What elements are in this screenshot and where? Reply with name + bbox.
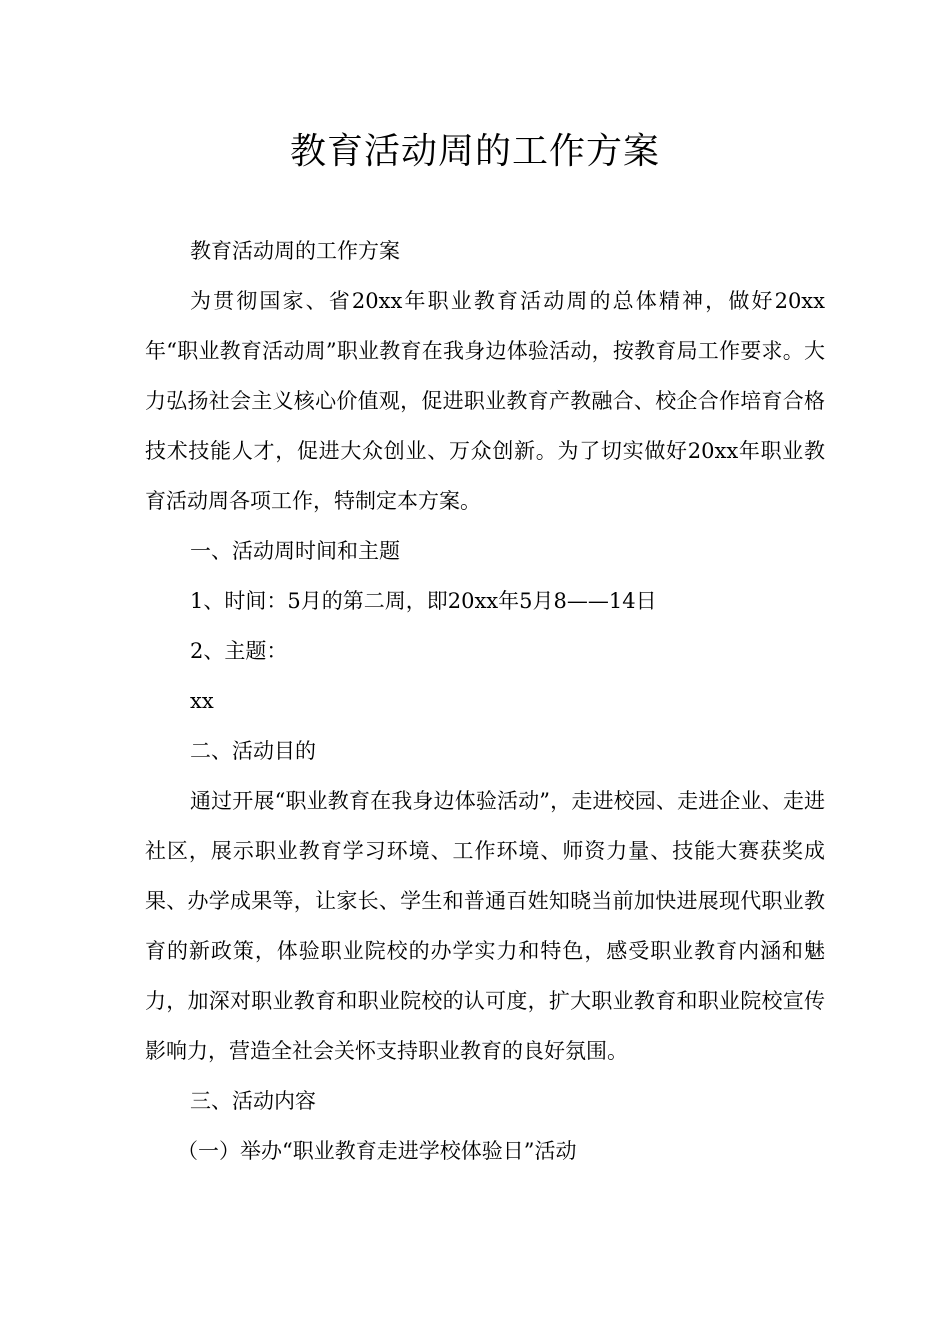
paragraph-intro: 为贯彻国家、省20xx年职业教育活动周的总体精神，做好20xx年“职业教育活动周”职业教育在我身边体验活动，按教育局工作要求。大力弘扬社会主义核心价值观，促进职业教育产教融合、校企合作培育合格技术技能人才，促进大众创业、万众创新。为了切实做好20xx年职业教育活动周各项工作，特制定本方案。 [145, 289, 825, 513]
document-title: 教育活动周的工作方案 [289, 131, 660, 172]
paragraph-time: 1、时间：5月的第二周，即20xx年5月8——14日 [190, 589, 657, 613]
document-body [145, 226, 825, 1176]
paragraph-theme-value: xx [190, 689, 214, 713]
paragraph-purpose: 通过开展“职业教育在我身边体验活动”，走进校园、走进企业、走进社区，展示职业教育学习环境、工作环境、师资力量、技能大赛获奖成果、办学成果等，让家长、学生和普通百姓知晓当前加快进展现代职业教育的新政策，体验职业院校的办学实力和特色，感受职业教育内涵和魅力，加深对职业教育和职业院校的认可度，扩大职业教育和职业院校宣传影响力，营造全社会关怀支持职业教育的良好氛围。 [145, 789, 825, 1063]
heading-section-3: 三、活动内容 [190, 1089, 316, 1113]
paragraph-theme-label: 2、主题： [190, 639, 288, 663]
heading-section-2: 二、活动目的 [190, 739, 316, 763]
paragraph-subtitle: 教育活动周的工作方案 [190, 239, 400, 263]
heading-subsection-1: （一）举办“职业教育走进学校体验日”活动 [177, 1139, 577, 1163]
heading-section-1: 一、活动周时间和主题 [190, 539, 400, 563]
